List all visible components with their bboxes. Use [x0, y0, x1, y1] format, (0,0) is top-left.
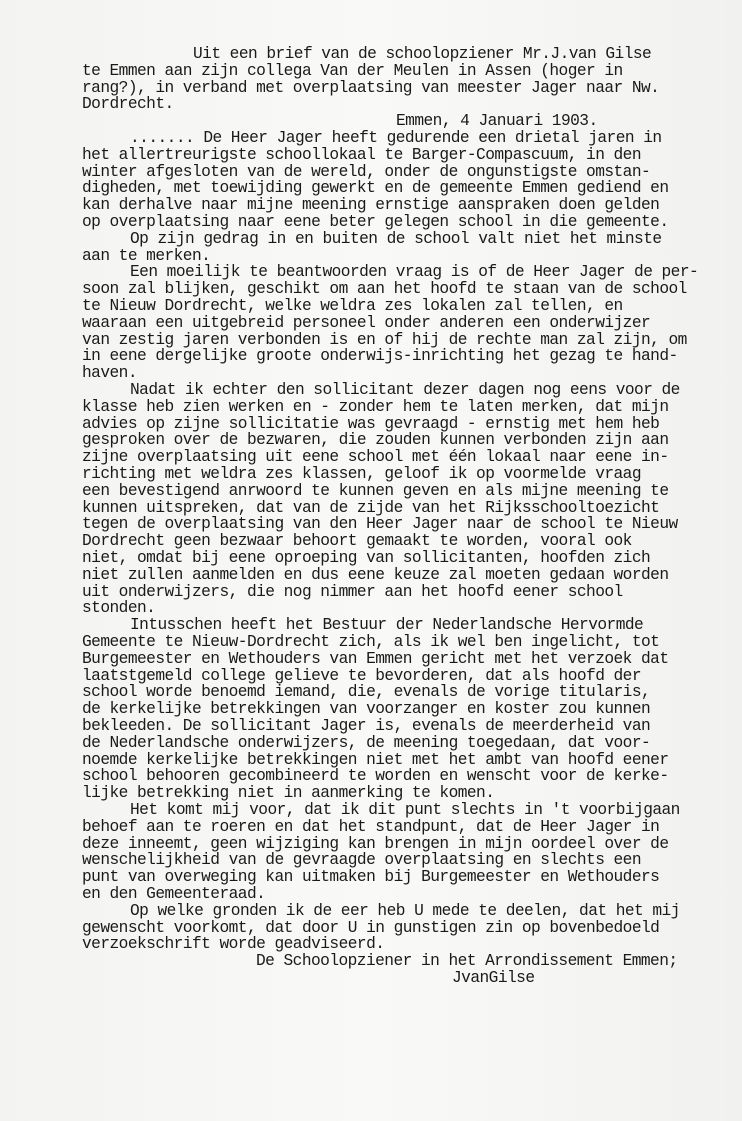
paragraph-line: te Nieuw Dordrecht, welke weldra zes lokalen zal tellen, en [82, 297, 623, 315]
paragraph-line: zijne overplaatsing uit eene school met één lokaal naar eene in- [82, 448, 669, 467]
paragraph-line: winter afgesloten van de wereld, onder de ongunstigste omstan- [82, 162, 651, 181]
signature-name: JvanGilse [452, 969, 535, 987]
paragraph-line: kunnen uitspreken, dat van de zijde van het Rijksschooltoezicht [82, 498, 660, 517]
paragraph-line: Een moeilijk te beantwoorden vraag is of de Heer Jager de per- [130, 263, 699, 282]
paragraph-line: gesproken over de bezwaren, die zouden kunnen verbonden zijn aan [82, 431, 669, 450]
paragraph-line: digheden, met toewijding gewerkt en de gemeente Emmen gediend en [82, 179, 669, 198]
paragraph-line: Op zijn gedrag in en buiten de school valt niet het minste [130, 229, 662, 248]
paragraph-line: op overplaatsing naar eene beter gelegen school in die gemeente. [82, 213, 669, 231]
paragraph-line: noemde kerkelijke betrekkingen niet met het ambt van hoofd eener [82, 750, 669, 769]
paragraph-line: lijke betrekking niet in aanmerking te komen. [82, 784, 495, 803]
dateline: Emmen, 4 Januari 1903. [396, 112, 598, 131]
paragraph-line: advies op zijne sollicitatie was gevraagd - ernstig met hem heb [82, 414, 660, 433]
paragraph-line: stonden. [82, 599, 156, 618]
paragraph-line: aan te merken. [82, 246, 211, 265]
paragraph-line: niet zullen aanmelden en dus eene keuze zal moeten gedaan worden [82, 565, 669, 584]
paragraph-line: uit onderwijzers, die nog nimmer aan het hoofd eener school [82, 582, 623, 601]
intro-line: rang?), in verband met overplaatsing van meester Jager naar Nw. [82, 78, 660, 97]
paragraph-line: in eene dergelijke groote onderwijs-inrichting het gezag te hand- [82, 347, 678, 366]
paragraph-line: school behooren gecombineerd te worden en wenscht voor de kerke- [82, 767, 669, 786]
paragraph-line: Het komt mij voor, dat ik dit punt slechts in 't voorbijgaan [130, 801, 680, 819]
paragraph-line: kan derhalve naar mijne meening ernstige aanspraken doen gelden [82, 196, 660, 215]
paragraph-line: behoef aan te roeren en dat het standpunt, dat de Heer Jager in [82, 817, 660, 836]
intro-line: te Emmen aan zijn collega Van der Meulen in Assen (hoger in [82, 61, 623, 80]
paragraph-line: bekleeden. De sollicitant Jager is, evenals de meerderheid van [82, 717, 651, 735]
paragraph-line: punt van overweging kan uitmaken bij Burgemeester en Wethouders [82, 868, 660, 887]
paragraph-line: ....... De Heer Jager heeft gedurende een drietal jaren in [130, 129, 662, 147]
paragraph-line: het allertreurigste schoollokaal te Barger-Compascuum, in den [82, 145, 642, 164]
paragraph-line: Dordrecht geen bezwaar behoort gemaakt te worden, vooral ook [82, 532, 632, 551]
paragraph-line: Gemeente te Nieuw-Dordrecht zich, als ik wel ben ingelicht, tot [82, 633, 660, 651]
paragraph-line: deze inneemt, geen wijziging kan brengen in mijn oordeel over de [82, 834, 669, 853]
paragraph-line: tegen de overplaatsing van den Heer Jager naar de school te Nieuw [82, 515, 678, 534]
signature-title: De Schoolopziener in het Arrondissement Emmen; [256, 952, 678, 971]
paragraph-line: Nadat ik echter den sollicitant dezer dagen nog eens voor de [130, 381, 680, 399]
paragraph-line: wenschelijkheid van de gevraagde overplaatsing en slechts een [82, 851, 642, 870]
paragraph-line: laatstgemeld college gelieve te bevorderen, dat als hoofd der [82, 666, 642, 685]
paragraph-line: niet, omdat bij eene oproeping van sollicitanten, hoofden zich [82, 549, 651, 567]
paragraph-line: en den Gemeenteraad. [82, 885, 266, 903]
paragraph-line: gewenscht voorkomt, dat door U in gunstigen zin op bovenbedoeld [82, 918, 660, 937]
intro-line: Dordrecht. [82, 95, 174, 114]
paragraph-line: de kerkelijke betrekkingen van voorzanger en koster zou kunnen [82, 700, 651, 719]
paragraph-line: haven. [82, 364, 137, 383]
paragraph-line: Burgemeester en Wethouders van Emmen gericht met het verzoek dat [82, 649, 669, 668]
paragraph-line: van zestig jaren verbonden is en of hij de rechte man zal zijn, om [82, 330, 687, 349]
paragraph-line: richting met weldra zes klassen, geloof ik op voormelde vraag [82, 465, 642, 483]
paragraph-line: school worde benoemd iemand, die, evenals de vorige titularis, [82, 683, 651, 702]
paragraph-line: klasse heb zien werken en - zonder hem te laten merken, dat mijn [82, 397, 669, 416]
paragraph-line: Intusschen heeft het Bestuur der Nederlandsche Hervormde [130, 616, 644, 635]
paragraph-line: Op welke gronden ik de eer heb U mede te deelen, dat het mij [130, 901, 680, 920]
paragraph-line: waaraan een uitgebreid personeel onder anderen een onderwijzer [82, 313, 651, 332]
intro-line: Uit een brief van de schoolopziener Mr.J.van Gilse [193, 45, 652, 63]
paragraph-line: soon zal blijken, geschikt om aan het hoofd te staan van de school [82, 280, 687, 299]
paragraph-line: de Nederlandsche onderwijzers, de meening toegedaan, dat voor- [82, 733, 651, 752]
paragraph-line: een bevestigend anrwoord te kunnen geven en als mijne meening te [82, 481, 669, 500]
paragraph-line: verzoekschrift worde geadviseerd. [82, 935, 385, 954]
